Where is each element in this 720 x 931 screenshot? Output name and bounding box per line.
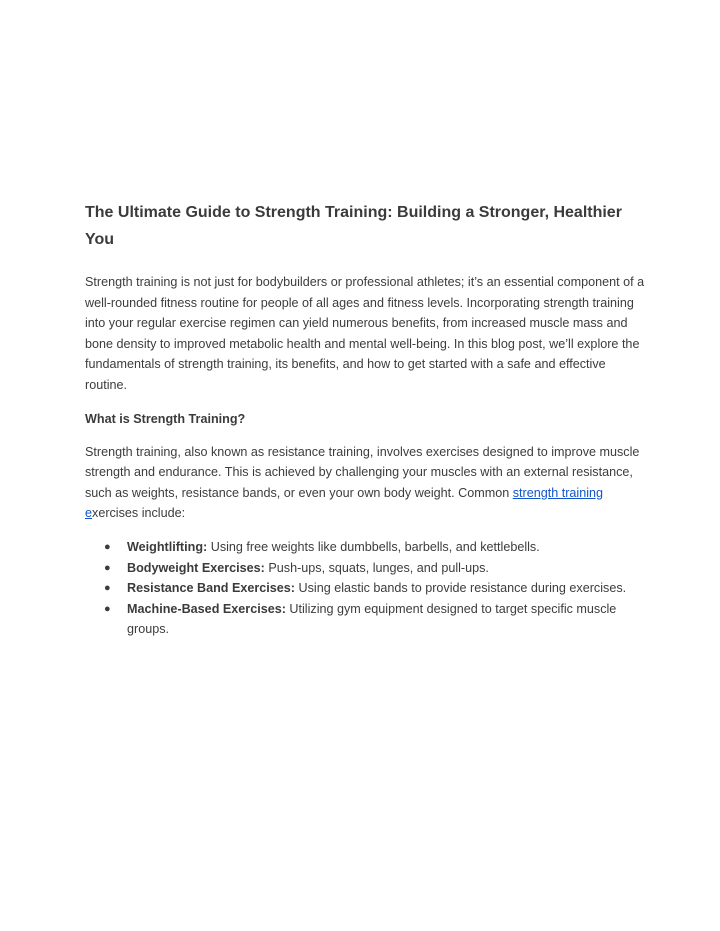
bullet-icon: ● [104,582,111,595]
list-item-text: Utilizing gym equipment designed to target specific muscle groups. [127,601,617,637]
section-heading: What is Strength Training? [85,411,246,426]
document-page [85,199,645,640]
list-item-term: Resistance Band Exercises: [127,581,296,596]
list-item [85,537,645,558]
list-item-term: Machine-Based Exercises: [127,601,286,616]
exercise-list [85,537,645,640]
section-text-after-link: xercises include: [92,506,186,521]
list-item-text: Using free weights like dumbbells, barbells, and kettlebells. [207,539,540,554]
bullet-icon: ● [104,540,111,553]
intro-paragraph: Strength training is not just for bodybuilders or professional athletes; it’s an essential component of a well-rounded fitness routine for people of all ages and fitness levels. Incorporating strength training into your regular exercise regimen can yield numerous benefits, from increased muscle mass and bone density to improved metabolic health and mental well-being. In this blog post, we’ll explore the fundamentals of strength training, its benefits, and how to get started with a safe and effective routine. [85,275,645,392]
list-item [85,599,645,640]
article-title: The Ultimate Guide to Strength Training: Building a Stronger, Healthier You [85,204,622,248]
list-item [85,578,645,599]
section-paragraph [85,442,645,524]
list-item-term: Weightlifting: [127,539,208,554]
list-item-text: Push-ups, squats, lunges, and pull-ups. [264,560,489,575]
list-item [85,558,645,579]
bullet-icon: ● [104,561,111,574]
bullet-icon: ● [104,602,111,615]
section-text-before-link: Strength training, also known as resistance training, involves exercises designed to improve muscle strength and endurance. This is achieved by challenging your muscles with an external resistance, such as weights, resistance bands, or even your own body weight. Common [85,444,640,500]
list-item-text: Using elastic bands to provide resistance during exercises. [295,581,627,596]
strength-training-link[interactable]: strength training e [85,485,604,521]
list-item-term: Bodyweight Exercises: [127,560,265,575]
